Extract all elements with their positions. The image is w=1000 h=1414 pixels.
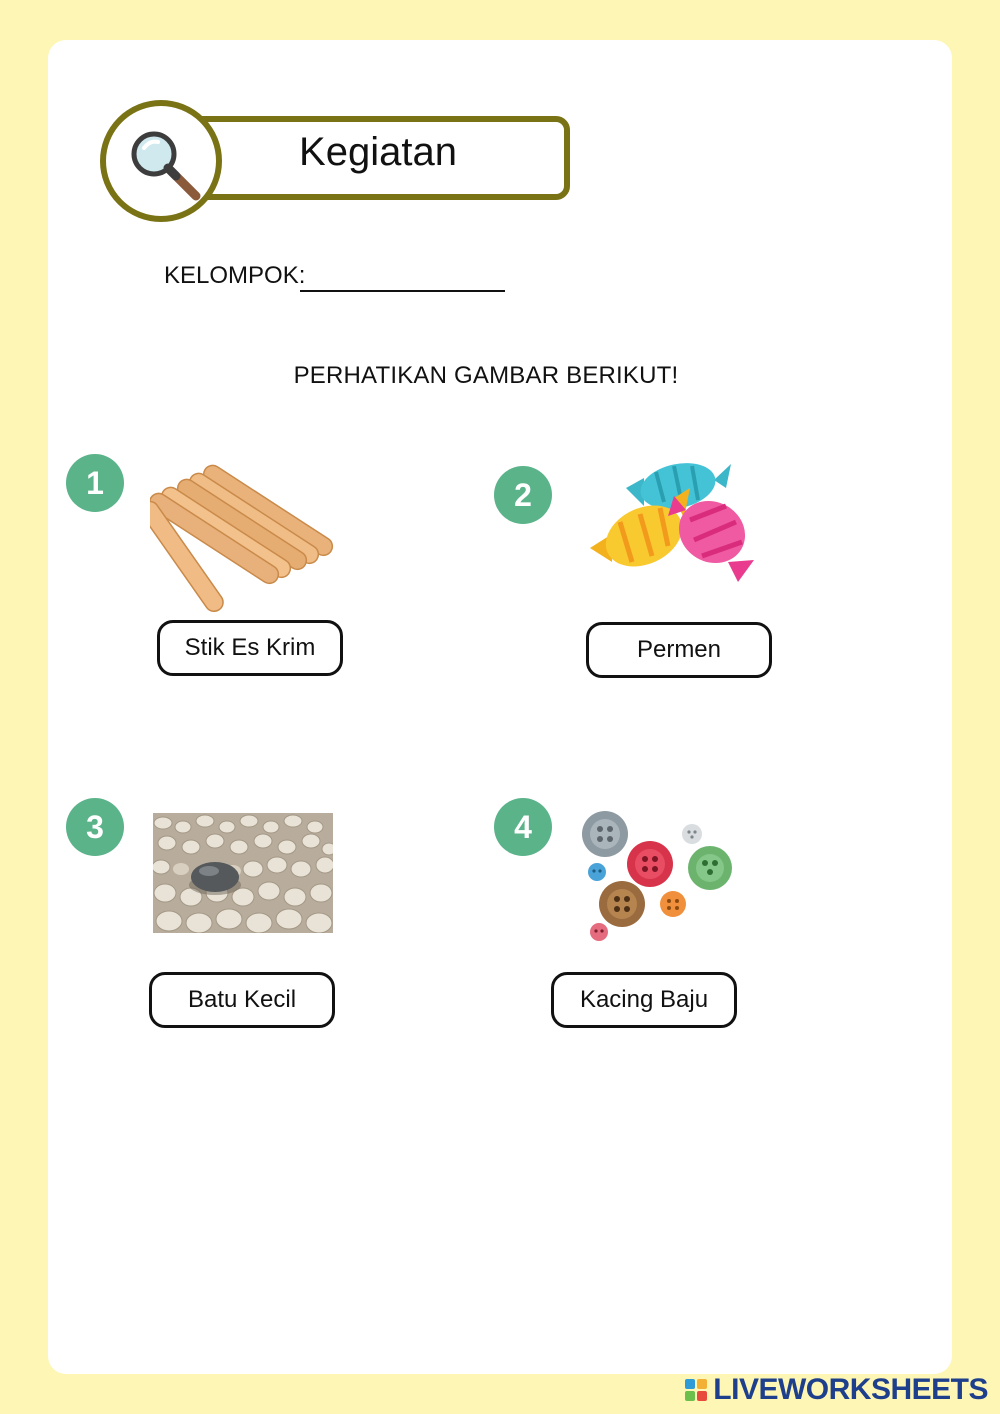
pebbles-picture	[153, 813, 333, 933]
item-number-badge: 1	[66, 454, 124, 512]
group-label: KELOMPOK:	[164, 262, 306, 289]
title-icon-circle	[100, 100, 222, 222]
item-label: Kacing Baju	[551, 972, 737, 1028]
magnifying-glass-icon	[124, 124, 204, 204]
worksheet-page	[48, 40, 952, 1374]
item-number-badge: 3	[66, 798, 124, 856]
group-name-field[interactable]	[300, 290, 505, 292]
page-title: Kegiatan	[299, 130, 457, 174]
popsicle-sticks-picture	[150, 456, 350, 616]
item-number-badge: 4	[494, 798, 552, 856]
instruction-text: PERHATIKAN GAMBAR BERIKUT!	[293, 362, 679, 389]
brand-name: LIVEWORKSHEETS	[713, 1373, 988, 1406]
item-label: Stik Es Krim	[157, 620, 343, 676]
item-number-badge: 2	[494, 466, 552, 524]
buttons-picture	[578, 808, 738, 948]
item-label: Permen	[586, 622, 772, 678]
liveworksheets-logo-icon	[685, 1379, 707, 1401]
liveworksheets-logo[interactable]	[685, 1374, 988, 1406]
item-label: Batu Kecil	[149, 972, 335, 1028]
candies-picture	[586, 458, 761, 588]
